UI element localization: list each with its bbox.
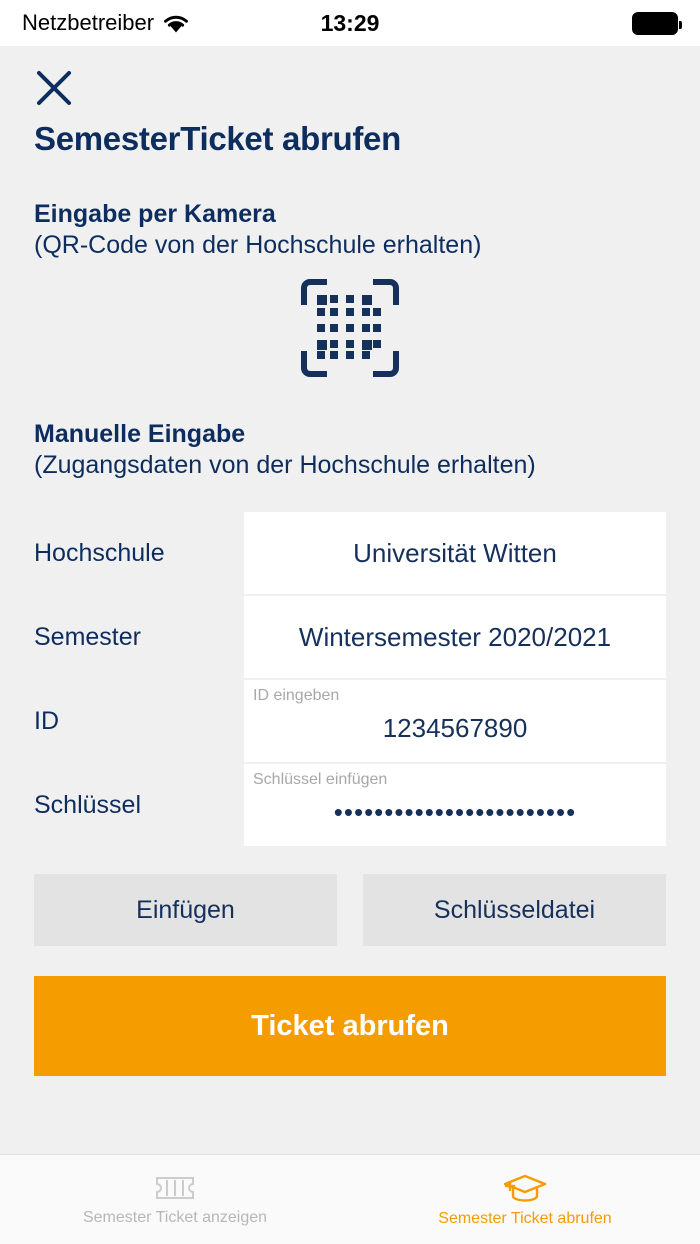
key-file-button[interactable]: Schlüsseldatei [363, 874, 666, 946]
wifi-icon [162, 13, 190, 34]
form-row-id [34, 680, 666, 762]
retrieve-ticket-button[interactable]: Ticket abrufen [34, 976, 666, 1076]
qr-scan-button[interactable] [34, 278, 666, 378]
page-title: SemesterTicket abrufen [34, 120, 401, 157]
close-button-row [34, 46, 666, 114]
label-hochschule: Hochschule [34, 538, 165, 567]
form-row-schluessel [34, 764, 666, 846]
label-schluessel: Schlüssel [34, 790, 141, 819]
tab-label-show: Semester Ticket anzeigen [82, 1208, 268, 1226]
semester-input[interactable] [244, 596, 666, 678]
main-content [0, 46, 700, 1154]
hochschule-value: Universität Witten [353, 537, 557, 568]
secondary-button-row [34, 874, 666, 946]
status-left-group [22, 10, 190, 36]
schluessel-placeholder-label: Schlüssel einfügen [253, 771, 388, 788]
manual-section-title: Manuelle Eingabe [34, 420, 246, 448]
status-right-group [632, 12, 678, 35]
manual-entry-form [34, 512, 666, 846]
id-value: 1234567890 [382, 712, 528, 743]
form-row-hochschule [34, 512, 666, 594]
status-time: 13:29 [320, 9, 380, 36]
tab-show-semester-ticket[interactable] [0, 1155, 350, 1244]
paste-button[interactable]: Einfügen [34, 874, 337, 946]
semester-value: Wintersemester 2020/2021 [298, 621, 612, 652]
label-id: ID [34, 706, 59, 735]
carrier-label: Netzbetreiber [22, 10, 155, 35]
form-row-semester [34, 596, 666, 678]
id-placeholder-label: ID eingeben [253, 687, 340, 704]
camera-section-title: Eingabe per Kamera [34, 200, 276, 228]
schluessel-input[interactable] [244, 764, 666, 846]
schluessel-value: •••••••••••••••••••••••• [333, 796, 577, 827]
tab-label-retrieve: Semester Ticket abrufen [438, 1209, 612, 1227]
hochschule-input[interactable] [244, 512, 666, 594]
ticket-icon [154, 1173, 196, 1203]
battery-full-icon [632, 12, 678, 35]
camera-section-subtitle: (QR-Code von der Hochschule erhalten) [34, 231, 482, 259]
manual-section-subtitle: (Zugangsdaten von der Hochschule erhalten) [34, 451, 536, 479]
tab-retrieve-semester-ticket[interactable] [350, 1155, 700, 1244]
id-input[interactable] [244, 680, 666, 762]
graduation-cap-icon [502, 1172, 548, 1204]
tab-bar [0, 1154, 700, 1244]
close-icon[interactable] [34, 68, 74, 108]
qr-code-scan-icon[interactable] [300, 278, 400, 378]
label-semester: Semester [34, 622, 141, 651]
status-bar [0, 0, 700, 46]
